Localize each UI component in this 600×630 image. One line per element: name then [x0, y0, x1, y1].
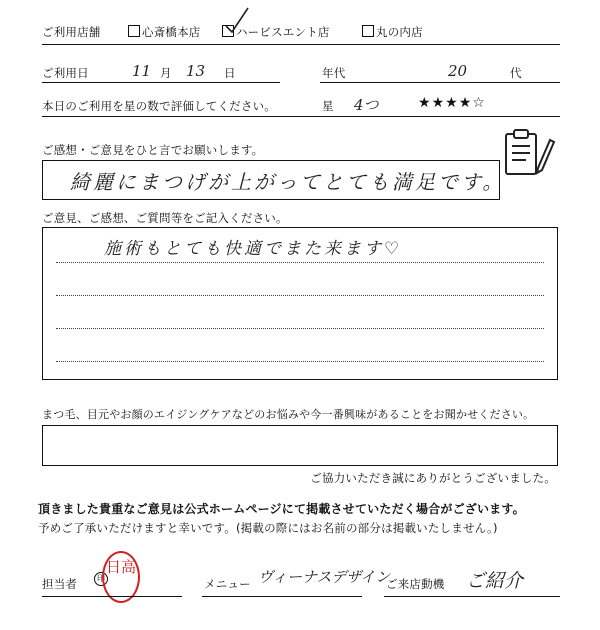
store-label: ご利用店舗: [42, 25, 101, 39]
store-option-label: 丸の内店: [376, 25, 423, 39]
menu-value: ヴィーナスデザイン: [258, 568, 391, 586]
date-underline: [42, 82, 280, 83]
staff-label: 担当者: [42, 577, 78, 591]
star-filled-icon: ★: [458, 95, 473, 111]
comments-dotted-line: [56, 361, 544, 362]
day-unit: 日: [224, 66, 236, 80]
aging-answer-box[interactable]: [42, 425, 558, 466]
store-row-line: [42, 44, 560, 45]
star-count-value: 4つ: [354, 96, 379, 114]
impression-answer: 綺麗にまつげが上がってとても満足です。: [70, 170, 506, 194]
date-day-value: 13: [186, 62, 206, 80]
month-unit: 月: [160, 66, 172, 80]
store-option-shinsaibashi[interactable]: [128, 24, 201, 40]
date-month-value: 11: [132, 62, 152, 80]
reason-value: ご紹介: [466, 570, 524, 592]
notice-line-2: 予めご了承いただけますと幸いです。(掲載の際にはお名前の部分は掲載いたしません。): [38, 521, 498, 535]
star-filled-icon: ★: [445, 95, 459, 111]
store-option-label: 心斎橋本店: [142, 25, 201, 39]
reason-underline: [384, 596, 560, 597]
age-unit: 代: [510, 66, 522, 80]
impression-label: ご感想・ご意見をひと言でお願いします。: [42, 143, 264, 157]
age-value: 20: [448, 62, 468, 80]
date-label: ご利用日: [42, 66, 89, 80]
thanks-message: ご協力いただき誠にありがとうございました。: [310, 471, 556, 485]
checkbox-marunouchi[interactable]: [362, 25, 374, 37]
star-empty-icon: ☆: [472, 95, 486, 111]
menu-underline: [202, 596, 362, 597]
age-label: 年代: [322, 66, 346, 80]
clipboard-pencil-icon: [500, 124, 556, 180]
menu-label: メニュー: [204, 577, 251, 591]
reason-label: ご来店動機: [386, 577, 445, 591]
store-option-label: ハービスエント店: [236, 25, 330, 39]
notice-line-1: 頂きました貴重なご意見は公式ホームページにて掲載させていただく場合がございます。: [38, 502, 525, 516]
star-rating: [418, 95, 486, 111]
age-underline: [320, 82, 560, 83]
star-filled-icon: ★: [418, 95, 432, 111]
aging-label: まつ毛、目元やお顔のエイジングケアなどのお悩みや今一番興味があることをお聞かせください。: [42, 408, 535, 421]
rating-label: 本日のご利用を星の数で評価してください。: [42, 99, 276, 113]
seal-mark: 印: [94, 572, 108, 586]
comments-dotted-line: [56, 328, 544, 329]
rating-row-line: [42, 116, 560, 117]
comments-dotted-line: [56, 295, 544, 296]
staff-underline: [42, 596, 182, 597]
seal-text: 日高: [105, 558, 136, 576]
checkbox-shinsaibashi[interactable]: [128, 25, 140, 37]
handwritten-check-mark: [222, 4, 252, 34]
comments-answer: 施術もとても快適でまた来ます♡: [104, 239, 403, 259]
store-option-marunouchi[interactable]: [362, 24, 423, 40]
comments-dotted-line: [56, 262, 544, 263]
comments-label: ご意見、ご感想、ご質問等をご記入ください。: [42, 211, 288, 225]
star-label: 星: [322, 99, 334, 113]
star-filled-icon: ★: [431, 95, 446, 111]
